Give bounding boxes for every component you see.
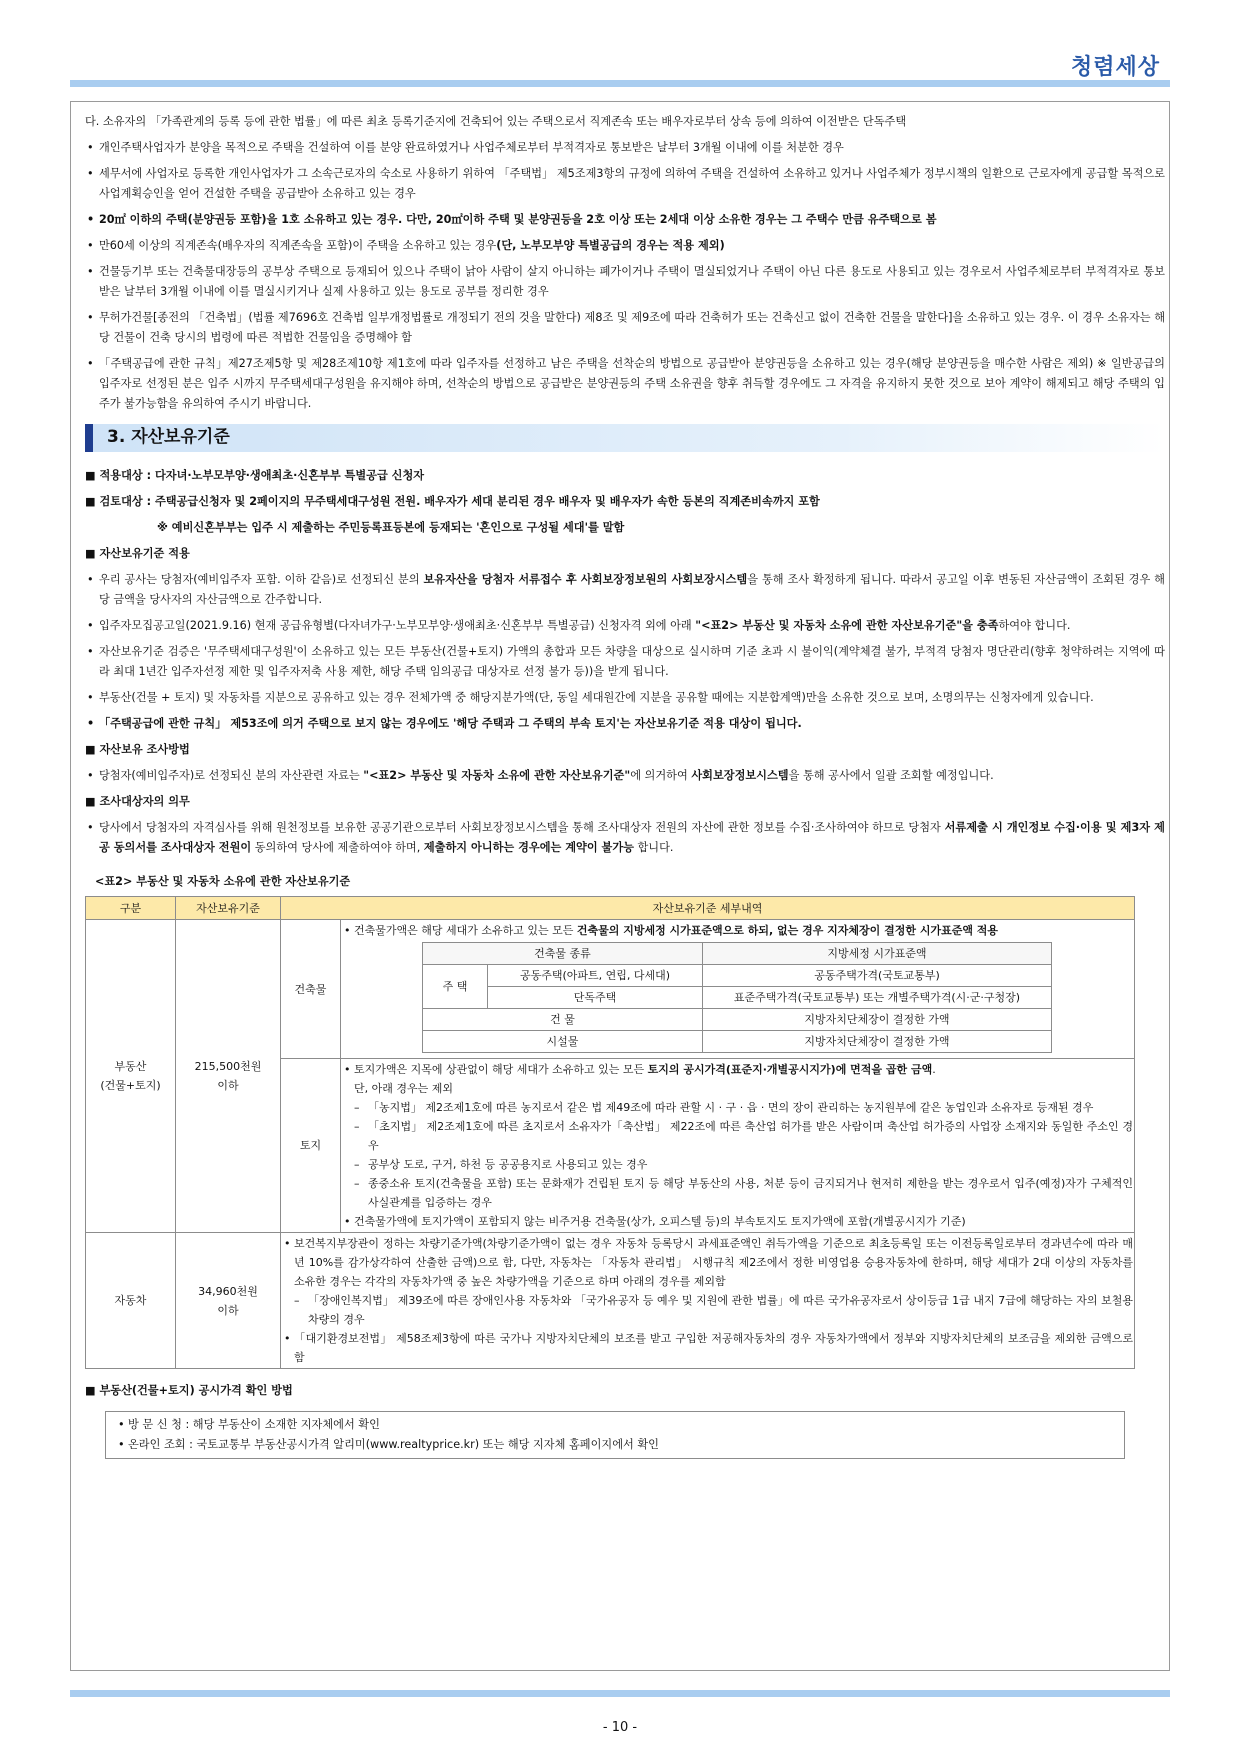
intro-bullet: [85, 236, 1165, 256]
text: 에 의거하여: [630, 769, 692, 782]
text: 부동산: [114, 1060, 147, 1073]
car-detail: [281, 1233, 1135, 1369]
inner-header: 지방세정 시가표준액: [703, 943, 1052, 965]
text: 토지가액은 지목에 상관없이 해당 세대가 소유하고 있는 모든: [354, 1063, 648, 1076]
section-accent-bar: [85, 424, 93, 452]
text: (건물+토지): [100, 1079, 161, 1092]
page-number: - 10 -: [602, 1720, 638, 1735]
inner-row: [423, 1009, 1052, 1031]
duty-bullet: [85, 818, 1165, 858]
method-bullet: [85, 766, 1165, 786]
inner-cell: 건 물: [423, 1009, 703, 1031]
check-line: • 방 문 신 청 : 해당 부동산이 소재한 지자체에서 확인: [116, 1415, 1114, 1435]
apply-bullet: [85, 570, 1165, 610]
header-cell: 구분: [86, 897, 176, 920]
realestate-label: [86, 920, 176, 1233]
apply-bullet: [85, 616, 1165, 636]
duty-heading: ■ 조사대상자의 의무: [85, 792, 1165, 812]
review-line: ■ 검토대상 : 주택공급신청자 및 2페이지의 무주택세대구성원 전원. 배우자가 세대 분리된 경우 배우자 및 배우자가 속한 등본의 직계존비속까지 포함: [85, 492, 1165, 512]
inner-cell: 공동주택가격(국토교통부): [703, 965, 1052, 987]
intro-bullet: • 무허가건물[종전의 「건축법」(법률 제7696호 건축법 일부개정법률로 개정되기 전의 것을 말한다) 제8조 및 제9조에 따라 건축허가 또는 건축신고 없이 건축한 건물을 말한다]을 소유하고 있는 경우. 이 경우 소유자는 해당 건물이 건축 당시의 법령에 따른 적법한 건물임을 증명해야 함: [85, 308, 1165, 348]
text: 건축물가액은 해당 세대가 소유하고 있는 모든: [354, 924, 577, 937]
inner-row: [423, 987, 1052, 1009]
house-label: 주 택: [423, 965, 488, 1009]
land-exception: – 「농지법」 제2조제1호에 따른 농지로서 같은 법 제49조에 따라 관할 시 · 구 · 읍 · 면의 장이 관리하는 농지원부에 같은 농업인과 소유자로 등재된 경우: [342, 1098, 1133, 1117]
car-note: • 「대기환경보전법」 제58조제3항에 따른 국가나 지방자치단체의 보조를 받고 구입한 저공해자동차의 경우 자동차가액에서 정부와 지방자치단체의 보조금을 제외한 금액으로 함: [282, 1329, 1133, 1367]
text: 입주자모집공고일(2021.9.16) 현재 공급유형별(다자녀가구·노부모부양·생애최초·신혼부부 특별공급) 신청자격 외에 아래: [99, 619, 696, 632]
text: 34,960천원: [198, 1284, 258, 1298]
check-box: [105, 1411, 1125, 1459]
inner-header-row: [423, 943, 1052, 965]
inner-header: 건축물 종류: [423, 943, 703, 965]
text-bold: "<표2> 부동산 및 자동차 소유에 관한 자산보유기준": [363, 769, 631, 782]
inner-row: [423, 1031, 1052, 1053]
building-value-table: [422, 942, 1052, 1053]
car-note: • 보건복지부장관이 정하는 차량기준가액(차량기준가액이 없는 경우 자동차 등록당시 과세표준액인 취득가액을 기준으로 최초등록일 또는 이전등록일로부터 경과년수에 따라 매년 10%를 감가상각하여 산출한 금액)으로 함, 다만, 자동차는 「자동차 관리법」 시행규칙 제2조에서 정한 비영업용 승용자동차에 한하며, 해당 세대가 2대 이상의 자동차를 소유한 경우는 각각의 자동차가액 중 높은 차량가액을 기준으로 하며 아래의 경우를 제외함: [282, 1234, 1133, 1291]
text: 215,500천원: [194, 1060, 262, 1073]
text: 당첨자(예비입주자)로 선정되신 분의 자산관련 자료는: [99, 769, 364, 782]
text: 을 통해 조사 확정하게 됩니다. 따라서 공고일 이후 변동된 자산금액이 조회된 경우 해당 금액을 당사자의 자산금액으로 간주합니다.: [99, 573, 1165, 606]
land-label: 토지: [281, 1059, 341, 1233]
inner-cell: 단독주택: [488, 987, 703, 1009]
logo-text: 청렴세상: [1070, 55, 1160, 80]
footer-bar: [70, 1690, 1170, 1697]
header-cell: 자산보유기준 세부내역: [281, 897, 1135, 920]
apply-bullet: • 「주택공급에 관한 규칙」 제53조에 의거 주택으로 보지 않는 경우에도 '해당 주택과 그 주택의 부속 토지'는 자산보유기준 적용 대상이 됩니다.: [85, 714, 1165, 734]
intro-bullet: • 개인주택사업자가 분양을 목적으로 주택을 건설하여 이를 분양 완료하였거나 사업주체로부터 부적격자로 통보받은 날부터 3개월 이내에 이를 처분한 경우: [85, 138, 1165, 158]
text-bold: 제출하지 아니하는 경우에는 계약이 불가능: [423, 841, 634, 854]
text: .: [932, 1063, 936, 1076]
intro-bullet: • 「주택공급에 관한 규칙」제27조제5항 및 제28조제10항 제1호에 따라 입주자를 선정하고 남은 주택을 선착순의 방법으로 공급받아 분양권등을 소유하고 있는 경우(해당 분양권등을 매수한 사람은 제외) ※ 일반공급의 입주자로 선정된 분은 입주 시까지 무주택세대구성원을 유지해야 하며, 선착순의 방법으로 공급받은 분양권등의 주택 소유권을 향후 취득할 경우에도 그 자격을 유지하지 못한 것으로 보아 계약이 해제되고 해당 주택의 입주가 불가능함을 유의하여 주시기 바랍니다.: [85, 354, 1165, 414]
land-exception-intro: 단, 아래 경우는 제외: [354, 1082, 453, 1095]
text: 이하: [217, 1079, 239, 1092]
building-note: [342, 921, 1133, 940]
text-bold: 서류제출 시 개인정보 수집·이용 및 제3자 제공 동의서를 조사대상자 전원이: [99, 821, 1165, 854]
text-bold: 사회보장정보시스템: [691, 769, 789, 782]
text-bold: 토지의 공시가격(표준지·개별공시지가)에 면적을 곱한 금액: [647, 1063, 933, 1076]
inner-row: [423, 965, 1052, 987]
intro-line-da: 다. 소유자의 「가족관계의 등록 등에 관한 법률」에 따른 최초 등록기준지에 건축되어 있는 주택으로서 직계존속 또는 배우자로부터 상속 등에 의하여 이전받은 단독주택: [85, 115, 907, 128]
brand-logo: [1071, 50, 1160, 81]
method-heading: ■ 자산보유 조사방법: [85, 740, 1165, 760]
intro-bullet: • 건물등기부 또는 건축물대장등의 공부상 주택으로 등재되어 있으나 주택이 낡아 사람이 살지 아니하는 폐가이거나 주택이 멸실되었거나 주택이 아닌 다른 용도로 사용되고 있는 경우로서 사업주체로부터 부적격자로 통보받은 날부터 3개월 이내에 이를 멸실시키거나 실제 사용하고 있는 용도로 공부를 정리한 경우: [85, 262, 1165, 302]
land-detail: [341, 1059, 1135, 1233]
check-line: • 온라인 조회 : 국토교통부 부동산공시가격 알리미(www.realtyprice.kr) 또는 해당 지자체 홈페이지에서 확인: [116, 1435, 1114, 1455]
land-exception: – 「초지법」 제2조제1호에 따른 초지로서 소유자가「축산법」 제22조에 따른 축산업 허가를 받은 사람이며 축산업 허가증의 사업장 소재지와 동일한 주소인 경우: [342, 1117, 1133, 1155]
review-note: ※ 예비신혼부부는 입주 시 제출하는 주민등록표등본에 등재되는 '혼인으로 구성될 세대'를 말함: [157, 521, 625, 534]
table-row: [86, 1233, 1135, 1369]
text: 합니다.: [633, 841, 674, 854]
table-caption: <표2> 부동산 및 자동차 소유에 관한 자산보유기준: [95, 875, 351, 888]
header-bar: [70, 80, 1170, 87]
car-amount: [176, 1233, 281, 1369]
text-bold: 건축물의 지방세정 시가표준액으로 하되, 없는 경우 지자체장이 결정한 시가표준액 적용: [576, 924, 999, 937]
text-bold: 보유자산을 당첨자 서류접수 후 사회보장정보원의 사회보장시스템: [423, 573, 748, 586]
section-header: [85, 424, 1165, 452]
target-line: ■ 적용대상 : 다자녀·노부모부양·생애최초·신혼부부 특별공급 신청자: [85, 466, 1165, 486]
inner-cell: 지방자치단체장이 결정한 가액: [703, 1009, 1052, 1031]
header-cell: 자산보유기준: [176, 897, 281, 920]
building-label: 건축물: [281, 920, 341, 1059]
apply-heading: ■ 자산보유기준 적용: [85, 544, 1165, 564]
text: 당사에서 당첨자의 자격심사를 위해 원천정보를 보유한 공공기관으로부터 사회보장정보시스템을 통해 조사대상자 전원의 자산에 관한 정보를 수집·조사하여야 하므로 당첨자: [99, 821, 945, 834]
land-exception: – 공부상 도로, 구거, 하천 등 공공용지로 사용되고 있는 경우: [342, 1155, 1133, 1174]
text: 동의하여 당사에 제출하여야 하며,: [251, 841, 424, 854]
table-row: [86, 920, 1135, 1059]
inner-cell: 시설물: [423, 1031, 703, 1053]
table-header-row: [86, 897, 1135, 920]
apply-bullet: • 자산보유기준 검증은 '무주택세대구성원'이 소유하고 있는 모든 부동산(건물+토지) 가액의 총합과 모든 차량을 대상으로 실시하며 기준 초과 시 불이익(계약체결 불가, 부적격 당첨자 명단관리(향후 청약하려는 지역에 따라 최대 1년간 입주자선정 제한 및 입주자저축 사용 제한, 해당 주택 임의공급 대상자로 선정 불가 등))을 받게 됩니다.: [85, 642, 1165, 682]
text: 하여야 합니다.: [998, 619, 1071, 632]
page-content: [85, 112, 1165, 1459]
text: 우리 공사는 당첨자(예비입주자 포함. 이하 같음)로 선정되신 분의: [99, 573, 424, 586]
inner-cell: 표준주택가격(국토교통부) 또는 개별주택가격(시·군·구청장): [703, 987, 1052, 1009]
inner-cell: 공동주택(아파트, 연립, 다세대): [488, 965, 703, 987]
intro-bullet: • 세무서에 사업자로 등록한 개인사업자가 그 소속근로자의 숙소로 사용하기 위하여 「주택법」 제5조제3항의 규정에 의하여 주택을 건설하여 소유하고 있거나 사업주체가 정부시책의 일환으로 근로자에게 공급할 목적으로 사업계획승인을 얻어 건설한 주택을 공급받아 소유하고 있는 경우: [85, 164, 1165, 204]
check-heading: ■ 부동산(건물+토지) 공시가격 확인 방법: [85, 1381, 1165, 1401]
text-bold: "<표2> 부동산 및 자동차 소유에 관한 자산보유기준"을 충족: [695, 619, 999, 632]
car-exception: – 「장애인복지법」 제39조에 따른 장애인사용 자동차와 「국가유공자 등 예우 및 지원에 관한 법률」에 따른 국가유공자로서 상이등급 1급 내지 7급에 해당하는 자의 보철용 차량의 경우: [282, 1291, 1133, 1329]
land-note: [342, 1060, 1133, 1079]
realestate-amount: [176, 920, 281, 1233]
text: 만60세 이상의 직계존속(배우자의 직계존속을 포함)이 주택을 소유하고 있는 경우: [99, 239, 497, 252]
building-detail: [341, 920, 1135, 1059]
section-title: 3. 자산보유기준: [107, 427, 230, 447]
land-exception: – 종중소유 토지(건축물을 포함) 또는 문화재가 건립된 토지 등 해당 부동산의 사용, 처분 등이 금지되거나 현저히 제한을 받는 경우로서 입주(예정)자가 구체적인 사실관계를 입증하는 경우: [342, 1174, 1133, 1212]
inner-cell: 지방자치단체장이 결정한 가액: [703, 1031, 1052, 1053]
land-note: • 건축물가액에 토지가액이 포함되지 않는 비주거용 건축물(상가, 오피스텔 등)의 부속토지도 토지가액에 포함(개별공시지가 기준): [342, 1212, 1133, 1231]
text: 을 통해 공사에서 일괄 조회할 예정입니다.: [788, 769, 994, 782]
intro-bullet: • 20㎡ 이하의 주택(분양권등 포함)을 1호 소유하고 있는 경우. 다만, 20㎡이하 주택 및 분양권등을 2호 이상 또는 2세대 이상 소유한 경우는 그 주택수 만큼 유주택으로 봄: [85, 210, 1165, 230]
apply-bullet: • 부동산(건물 + 토지) 및 자동차를 지분으로 공유하고 있는 경우 전체가액 중 해당지분가액(단, 동일 세대원간에 지분을 공유할 때에는 지분합계액)만을 소유한 것으로 보며, 소명의무는 신청자에게 있습니다.: [85, 688, 1165, 708]
text: 이하: [217, 1303, 239, 1317]
car-label: 자동차: [86, 1233, 176, 1369]
text-bold: (단, 노부모부양 특별공급의 경우는 적용 제외): [496, 239, 725, 252]
asset-table: [85, 896, 1135, 1369]
